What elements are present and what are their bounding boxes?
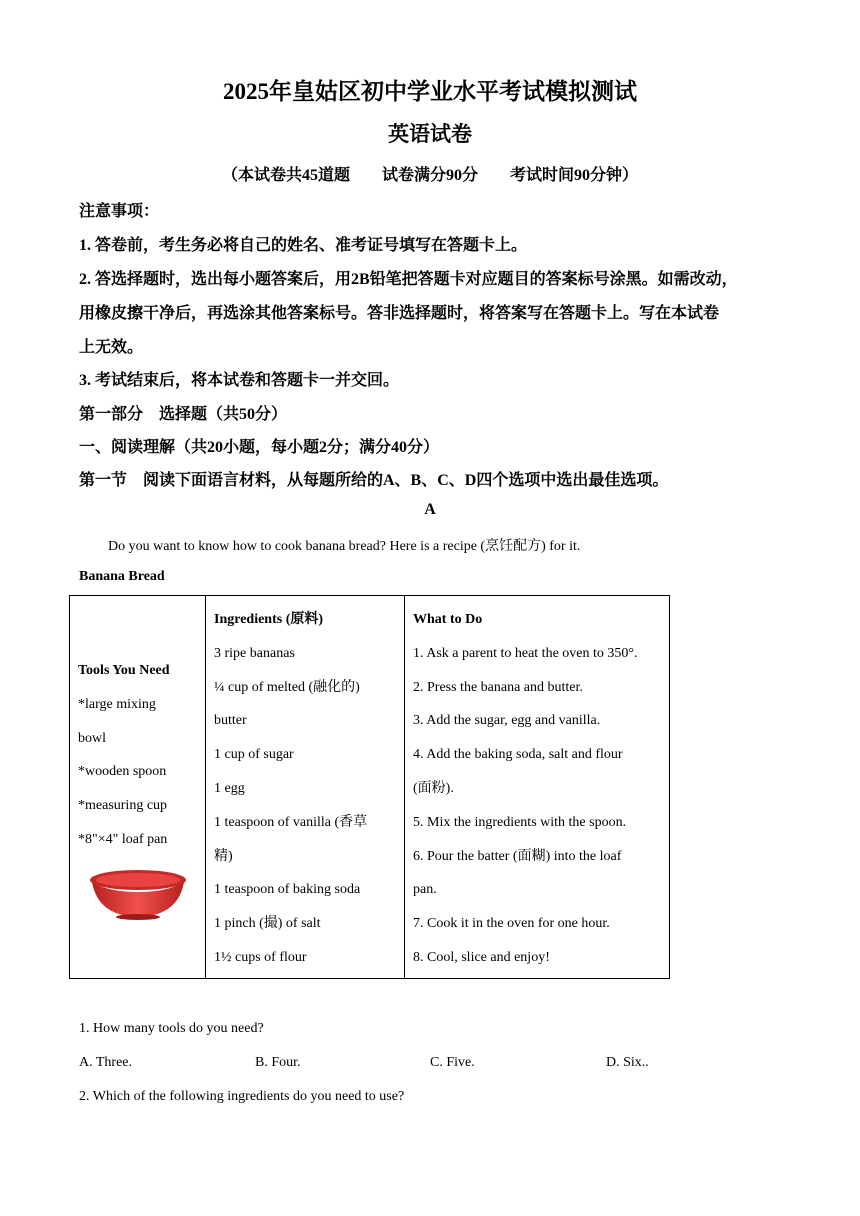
recipe-caption: Banana Bread bbox=[79, 569, 165, 584]
notice-item-2-line-3: 上无效。 bbox=[79, 339, 144, 356]
step-item: 1. Ask a parent to heat the oven to 350°. bbox=[413, 645, 638, 661]
step-item: 7. Cook it in the oven for one hour. bbox=[413, 916, 610, 932]
tool-item: bowl bbox=[78, 730, 106, 746]
steps-column bbox=[405, 596, 670, 979]
ingredients-column bbox=[206, 596, 405, 979]
step-item: 6. Pour the batter (面糊) into the loaf bbox=[413, 848, 622, 864]
question-1-option-a[interactable]: A. Three. bbox=[79, 1055, 132, 1070]
part-one-heading: 第一部分 选择题（共50分） bbox=[79, 406, 288, 423]
ingredient-item: 1 teaspoon of baking soda bbox=[214, 882, 361, 898]
step-item: 5. Mix the ingredients with the spoon. bbox=[413, 814, 627, 830]
tool-item: *8"×4" loaf pan bbox=[78, 831, 168, 847]
recipe-table bbox=[69, 595, 670, 979]
passage-label: A bbox=[424, 501, 436, 518]
exam-title: 2025年皇姑区初中学业水平考试模拟测试 bbox=[223, 79, 637, 104]
tool-item: *measuring cup bbox=[78, 798, 168, 814]
step-item: pan. bbox=[413, 882, 437, 898]
question-1-option-c[interactable]: C. Five. bbox=[430, 1055, 475, 1070]
step-item: 2. Press the banana and butter. bbox=[413, 679, 583, 695]
tool-item: *large mixing bbox=[78, 696, 156, 712]
step-item: 3. Add the sugar, egg and vanilla. bbox=[413, 713, 601, 729]
steps-heading: What to Do bbox=[413, 612, 483, 627]
ingredient-item: 1 pinch (撮) of salt bbox=[214, 916, 321, 932]
notice-item-1: 1. 答卷前，考生务必将自己的姓名、准考证号填写在答题卡上。 bbox=[79, 237, 528, 254]
ingredient-item: 精) bbox=[214, 848, 233, 864]
ingredient-item: 1½ cups of flour bbox=[214, 949, 307, 965]
tools-heading: Tools You Need bbox=[78, 663, 170, 678]
ingredients-heading: Ingredients (原料) bbox=[214, 612, 324, 627]
tool-item: *wooden spoon bbox=[78, 764, 167, 780]
step-item: (面粉). bbox=[413, 780, 454, 796]
question-1: 1. How many tools do you need? bbox=[79, 1021, 264, 1036]
section-one-heading: 第一节 阅读下面语言材料，从每题所给的A、B、C、D四个选项中选出最佳选项。 bbox=[79, 472, 669, 489]
passage-intro: Do you want to know how to cook banana bread? Here is a recipe (烹饪配方) for it. bbox=[108, 539, 581, 554]
question-1-option-d[interactable]: D. Six.. bbox=[606, 1055, 649, 1070]
step-item: 8. Cool, slice and enjoy! bbox=[413, 949, 550, 965]
ingredient-item: 3 ripe bananas bbox=[214, 645, 295, 661]
exam-subject: 英语试卷 bbox=[388, 122, 472, 146]
ingredient-item: 1 egg bbox=[214, 780, 245, 796]
ingredient-item: 1 teaspoon of vanilla (香草 bbox=[214, 814, 368, 830]
notice-item-2-line-2: 用橡皮擦干净后，再选涂其他答案标号。答非选择题时，将答案写在答题卡上。写在本试卷 bbox=[79, 305, 720, 322]
notice-item-3: 3. 考试结束后，将本试卷和答题卡一并交回。 bbox=[79, 372, 400, 389]
exam-info: （本试卷共45道题 试卷满分90分 考试时间90分钟） bbox=[221, 167, 638, 184]
notice-item-2-line-1: 2. 答选择题时，选出每小题答案后，用2B铅笔把答题卡对应题目的答案标号涂黑。如需改动， bbox=[79, 271, 738, 288]
ingredient-item: 1 cup of sugar bbox=[214, 747, 294, 763]
tools-column bbox=[70, 596, 206, 979]
reading-heading: 一、阅读理解（共20小题，每小题2分；满分40分） bbox=[79, 439, 440, 456]
step-item: 4. Add the baking soda, salt and flour bbox=[413, 747, 623, 763]
ingredient-item: ¼ cup of melted (融化的) bbox=[214, 679, 360, 695]
question-2: 2. Which of the following ingredients do you need to use? bbox=[79, 1089, 405, 1104]
mixing-bowl-icon bbox=[88, 868, 188, 920]
question-1-option-b[interactable]: B. Four. bbox=[255, 1055, 301, 1070]
notice-heading: 注意事项： bbox=[79, 203, 160, 220]
ingredient-item: butter bbox=[214, 713, 247, 729]
